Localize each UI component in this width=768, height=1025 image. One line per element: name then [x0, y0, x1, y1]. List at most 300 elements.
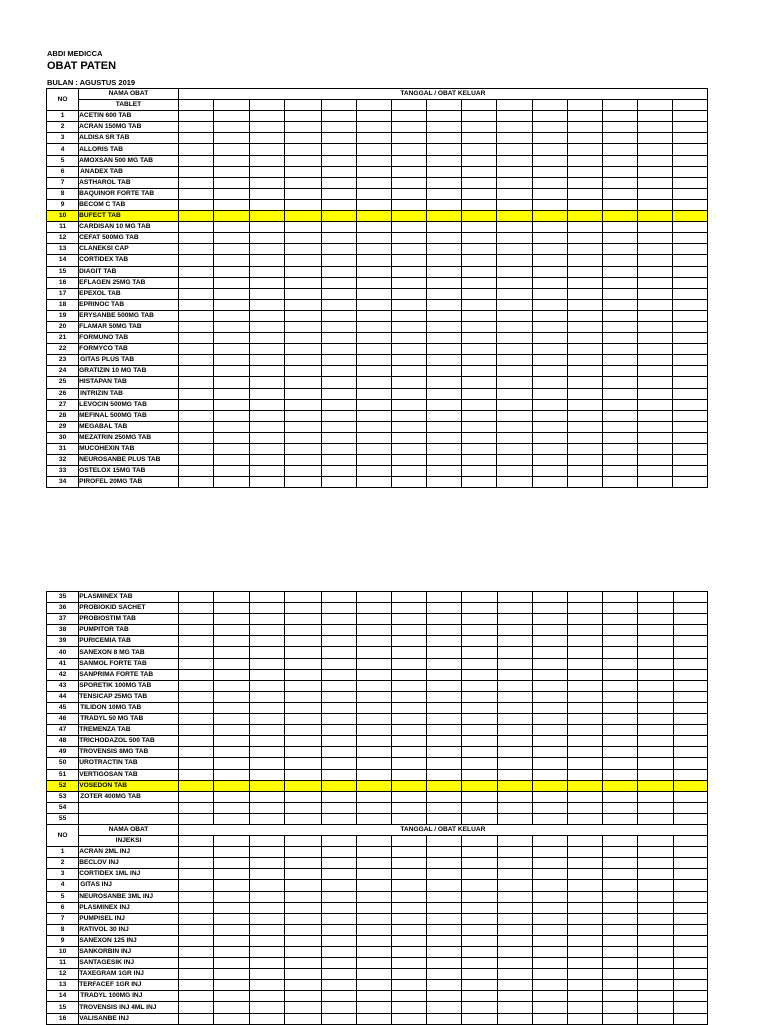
- date-cell: [213, 444, 249, 455]
- drug-name: TAXEGRAM 1GR INJ: [79, 969, 179, 980]
- date-cell: [462, 769, 497, 780]
- date-cell: [321, 991, 356, 1002]
- date-cell: [567, 366, 602, 377]
- name-header: NAMA OBAT: [79, 89, 179, 100]
- date-cell: [497, 592, 532, 603]
- row-number: 3: [47, 869, 79, 880]
- date-cell: [321, 288, 356, 299]
- row-number: 53: [47, 791, 79, 802]
- date-cell: [213, 747, 249, 758]
- row-number: 9: [47, 199, 79, 210]
- row-number: 33: [47, 466, 79, 477]
- date-cell: [285, 477, 321, 488]
- date-cell: [497, 669, 532, 680]
- date-cell: [673, 958, 707, 969]
- date-cell: [497, 647, 532, 658]
- date-cell: [532, 177, 567, 188]
- date-cell: [356, 603, 391, 614]
- row-number: 13: [47, 980, 79, 991]
- drug-name: TRADYL 100MG INJ: [79, 991, 179, 1002]
- date-cell: [638, 669, 673, 680]
- date-cell: [250, 432, 285, 443]
- row-number: 43: [47, 680, 79, 691]
- row-number: 15: [47, 266, 79, 277]
- date-cell: [213, 477, 249, 488]
- date-cell: [391, 421, 426, 432]
- date-cell: [250, 288, 285, 299]
- date-cell: [285, 980, 321, 991]
- date-cell: [250, 714, 285, 725]
- date-cell: [356, 122, 391, 133]
- date-cell: [356, 935, 391, 946]
- table-row-highlighted: [47, 211, 708, 222]
- date-cell: [250, 947, 285, 958]
- date-cell: [497, 111, 532, 122]
- date-cell: [532, 111, 567, 122]
- date-cell: [638, 736, 673, 747]
- date-cell: [673, 466, 708, 477]
- date-cell: [391, 399, 426, 410]
- date-cell: [568, 736, 603, 747]
- drug-name: SPORETIK 100MG TAB: [79, 680, 179, 691]
- row-number: 22: [47, 344, 79, 355]
- date-cell: [673, 847, 707, 858]
- date-cell: [427, 691, 462, 702]
- row-number: 1: [47, 111, 79, 122]
- table-row: [47, 399, 708, 410]
- date-cell: [673, 277, 708, 288]
- date-cell: [250, 421, 285, 432]
- date-cell: [321, 388, 356, 399]
- date-cell: [178, 432, 213, 443]
- date-cell: [638, 344, 673, 355]
- date-cell: [603, 310, 638, 321]
- date-cell: [392, 924, 427, 935]
- date-cell: [673, 355, 708, 366]
- date-cell: [497, 377, 532, 388]
- date-cell: [213, 680, 249, 691]
- date-cell: [532, 680, 567, 691]
- date-cell: [427, 958, 462, 969]
- date-cell: [392, 736, 427, 747]
- date-cell: [250, 310, 285, 321]
- date-cell: [567, 377, 602, 388]
- row-number: 12: [47, 233, 79, 244]
- date-cell: [392, 935, 427, 946]
- date-cell: [356, 969, 391, 980]
- date-cell: [250, 813, 285, 824]
- date-cell: [391, 388, 426, 399]
- date-cell: [356, 680, 391, 691]
- date-cell: [356, 636, 391, 647]
- row-number: 19: [47, 310, 79, 321]
- date-cell: [427, 244, 462, 255]
- date-cell: [638, 780, 673, 791]
- date-cell: [178, 111, 213, 122]
- date-cell: [356, 847, 391, 858]
- date-cell: [497, 614, 532, 625]
- date-cell: [356, 266, 391, 277]
- date-cell: [532, 847, 567, 858]
- table-row: [47, 222, 708, 233]
- table-row: [47, 266, 708, 277]
- date-cell: [321, 736, 356, 747]
- date-cell: [356, 702, 391, 713]
- date-cell: [638, 455, 673, 466]
- drug-name: SANMOL FORTE TAB: [79, 658, 179, 669]
- date-cell: [321, 355, 356, 366]
- date-cell: [392, 858, 427, 869]
- date-cell: [391, 166, 426, 177]
- date-cell: [427, 455, 462, 466]
- date-cell: [427, 266, 462, 277]
- date-cell: [603, 780, 638, 791]
- date-cell: [321, 980, 356, 991]
- date-cell: [673, 144, 708, 155]
- table-row: [47, 122, 708, 133]
- date-cell: [673, 858, 707, 869]
- row-number: 8: [47, 188, 79, 199]
- table-row: [47, 321, 708, 332]
- date-cell: [638, 614, 673, 625]
- date-cell: [213, 388, 249, 399]
- date-cell: [250, 444, 285, 455]
- date-cell: [356, 388, 391, 399]
- date-cell: [285, 388, 321, 399]
- date-cell: [427, 758, 462, 769]
- row-number: 47: [47, 725, 79, 736]
- date-cell: [213, 592, 249, 603]
- date-cell: [250, 244, 285, 255]
- date-cell: [285, 255, 321, 266]
- date-cell: [178, 477, 213, 488]
- date-cell: [391, 377, 426, 388]
- date-cell: [462, 177, 497, 188]
- date-cell: [462, 969, 497, 980]
- date-cell: [497, 355, 532, 366]
- date-cell: [391, 144, 426, 155]
- date-cell: [532, 199, 567, 210]
- table-row: [47, 847, 708, 858]
- date-cell: [673, 111, 708, 122]
- date-cell: [532, 466, 567, 477]
- date-cell: [638, 466, 673, 477]
- date-cell: [497, 199, 532, 210]
- date-cell: [321, 321, 356, 332]
- date-cell: [532, 902, 567, 913]
- date-cell: [250, 410, 285, 421]
- date-cell: [497, 100, 532, 111]
- date-cell: [638, 758, 673, 769]
- drug-name: PIROFEL 20MG TAB: [79, 477, 179, 488]
- date-cell: [497, 780, 532, 791]
- date-cell: [462, 388, 497, 399]
- date-cell: [567, 266, 602, 277]
- date-cell: [568, 891, 603, 902]
- table-row: [47, 791, 708, 802]
- date-cell: [285, 266, 321, 277]
- date-cell: [213, 111, 249, 122]
- date-cell: [638, 166, 673, 177]
- drug-name: GITAS INJ: [79, 880, 179, 891]
- date-cell: [178, 880, 213, 891]
- date-cell: [178, 299, 213, 310]
- date-cell: [285, 244, 321, 255]
- date-cell: [673, 924, 707, 935]
- date-cell: [603, 658, 638, 669]
- row-number: 9: [47, 935, 79, 946]
- date-cell: [392, 603, 427, 614]
- row-number: 51: [47, 769, 79, 780]
- date-cell: [321, 188, 356, 199]
- date-cell: [638, 924, 673, 935]
- table-row: [47, 802, 708, 813]
- date-cell: [427, 388, 462, 399]
- date-cell: [603, 388, 638, 399]
- date-cell: [427, 802, 462, 813]
- date-cell: [462, 736, 497, 747]
- date-cell: [462, 758, 497, 769]
- date-cell: [567, 122, 602, 133]
- table-row: [47, 377, 708, 388]
- date-cell: [250, 880, 285, 891]
- date-cell: [462, 466, 497, 477]
- date-cell: [392, 714, 427, 725]
- date-cell: [532, 880, 567, 891]
- date-cell: [213, 166, 249, 177]
- date-cell: [356, 802, 391, 813]
- date-cell: [638, 255, 673, 266]
- date-cell: [213, 144, 249, 155]
- date-cell: [285, 636, 321, 647]
- date-cell: [178, 421, 213, 432]
- date-cell: [392, 958, 427, 969]
- date-cell: [250, 603, 285, 614]
- drug-name: EPEXOL TAB: [79, 288, 179, 299]
- date-cell: [321, 614, 356, 625]
- date-cell: [250, 647, 285, 658]
- date-cell: [321, 880, 356, 891]
- drug-name: CEFAT 500MG TAB: [79, 233, 179, 244]
- date-cell: [321, 603, 356, 614]
- date-cell: [673, 255, 708, 266]
- date-cell: [568, 1002, 603, 1013]
- date-cell: [568, 625, 603, 636]
- date-cell: [391, 244, 426, 255]
- date-cell: [285, 592, 321, 603]
- date-cell: [427, 399, 462, 410]
- date-cell: [250, 477, 285, 488]
- drug-name: VERTIGOSAN TAB: [79, 769, 179, 780]
- date-cell: [250, 924, 285, 935]
- date-cell: [638, 299, 673, 310]
- date-cell: [673, 188, 708, 199]
- table-row: [47, 1002, 708, 1013]
- date-cell: [497, 299, 532, 310]
- date-cell: [497, 836, 532, 847]
- date-cell: [285, 791, 321, 802]
- date-cell: [568, 725, 603, 736]
- date-cell: [638, 836, 673, 847]
- date-cell: [391, 111, 426, 122]
- date-cell: [356, 980, 391, 991]
- date-cell: [178, 836, 213, 847]
- row-number: 42: [47, 669, 79, 680]
- date-cell: [673, 444, 708, 455]
- date-cell: [567, 144, 602, 155]
- date-cell: [250, 377, 285, 388]
- row-number: 50: [47, 758, 79, 769]
- date-cell: [178, 658, 213, 669]
- date-cell: [213, 714, 249, 725]
- date-cell: [250, 222, 285, 233]
- date-cell: [462, 980, 497, 991]
- date-cell: [285, 211, 321, 222]
- date-cell: [532, 813, 567, 824]
- date-cell: [391, 122, 426, 133]
- date-cell: [532, 355, 567, 366]
- date-cell: [356, 366, 391, 377]
- date-cell: [673, 455, 708, 466]
- date-cell: [285, 321, 321, 332]
- date-cell: [603, 592, 638, 603]
- date-cell: [213, 935, 249, 946]
- drug-name: FLAMAR 50MG TAB: [79, 321, 179, 332]
- date-cell: [321, 466, 356, 477]
- date-cell: [673, 266, 708, 277]
- date-cell: [532, 958, 567, 969]
- drug-name: TILIDON 10MG TAB: [79, 702, 179, 713]
- date-cell: [427, 111, 462, 122]
- date-cell: [178, 100, 213, 111]
- date-cell: [321, 924, 356, 935]
- date-cell: [427, 277, 462, 288]
- date-cell: [638, 277, 673, 288]
- date-cell: [250, 958, 285, 969]
- date-cell: [391, 288, 426, 299]
- date-cell: [392, 636, 427, 647]
- date-cell: [568, 791, 603, 802]
- date-cell: [427, 310, 462, 321]
- date-cell: [603, 891, 638, 902]
- date-cell: [427, 477, 462, 488]
- date-cell: [321, 714, 356, 725]
- drug-name: MEZATRIN 250MG TAB: [79, 432, 179, 443]
- date-cell: [178, 321, 213, 332]
- date-cell: [532, 736, 567, 747]
- date-cell: [673, 310, 708, 321]
- date-cell: [638, 891, 673, 902]
- date-cell: [462, 122, 497, 133]
- row-number: 14: [47, 991, 79, 1002]
- month-label: BULAN :: [47, 78, 78, 87]
- date-cell: [321, 421, 356, 432]
- date-cell: [638, 969, 673, 980]
- date-cell: [250, 188, 285, 199]
- drug-name: RATIVOL 30 INJ: [79, 924, 179, 935]
- date-cell: [497, 924, 532, 935]
- date-cell: [213, 636, 249, 647]
- date-cell: [356, 902, 391, 913]
- date-cell: [285, 100, 321, 111]
- date-cell: [391, 344, 426, 355]
- date-cell: [356, 769, 391, 780]
- date-cell: [532, 277, 567, 288]
- date-cell: [391, 233, 426, 244]
- date-cell: [603, 769, 638, 780]
- date-cell: [285, 891, 321, 902]
- date-cell: [356, 477, 391, 488]
- table-row: [47, 769, 708, 780]
- date-cell: [532, 188, 567, 199]
- date-cell: [532, 333, 567, 344]
- date-cell: [427, 410, 462, 421]
- date-cell: [178, 858, 213, 869]
- drug-name: CORTIDEX 1ML INJ: [79, 869, 179, 880]
- table-row: [47, 444, 708, 455]
- date-cell: [568, 969, 603, 980]
- table-row: [47, 421, 708, 432]
- date-cell: [285, 625, 321, 636]
- row-number: 2: [47, 858, 79, 869]
- date-cell: [178, 958, 213, 969]
- date-cell: [603, 791, 638, 802]
- date-cell: [567, 477, 602, 488]
- date-cell: [497, 366, 532, 377]
- date-cell: [321, 399, 356, 410]
- table-row: [47, 736, 708, 747]
- date-cell: [250, 122, 285, 133]
- date-cell: [462, 333, 497, 344]
- date-cell: [427, 836, 462, 847]
- date-cell: [178, 377, 213, 388]
- date-cell: [427, 714, 462, 725]
- date-cell: [250, 133, 285, 144]
- date-cell: [603, 299, 638, 310]
- date-cell: [638, 980, 673, 991]
- date-cell: [497, 321, 532, 332]
- date-cell: [321, 211, 356, 222]
- tablet-table-page1: [46, 88, 708, 488]
- date-cell: [638, 991, 673, 1002]
- date-cell: [250, 725, 285, 736]
- date-cell: [497, 714, 532, 725]
- date-cell: [213, 769, 249, 780]
- date-cell: [427, 466, 462, 477]
- date-cell: [356, 100, 391, 111]
- date-cell: [178, 310, 213, 321]
- date-cell: [497, 802, 532, 813]
- date-cell: [285, 111, 321, 122]
- date-cell: [250, 366, 285, 377]
- date-cell: [462, 691, 497, 702]
- date-cell: [392, 980, 427, 991]
- date-cell: [462, 100, 497, 111]
- date-cell: [603, 188, 638, 199]
- date-cell: [638, 858, 673, 869]
- date-cell: [356, 455, 391, 466]
- date-cell: [321, 780, 356, 791]
- date-cell: [427, 333, 462, 344]
- date-cell: [321, 111, 356, 122]
- date-cell: [178, 244, 213, 255]
- date-cell: [321, 444, 356, 455]
- date-cell: [321, 310, 356, 321]
- date-cell: [638, 702, 673, 713]
- date-cell: [285, 455, 321, 466]
- date-cell: [462, 199, 497, 210]
- date-cell: [285, 233, 321, 244]
